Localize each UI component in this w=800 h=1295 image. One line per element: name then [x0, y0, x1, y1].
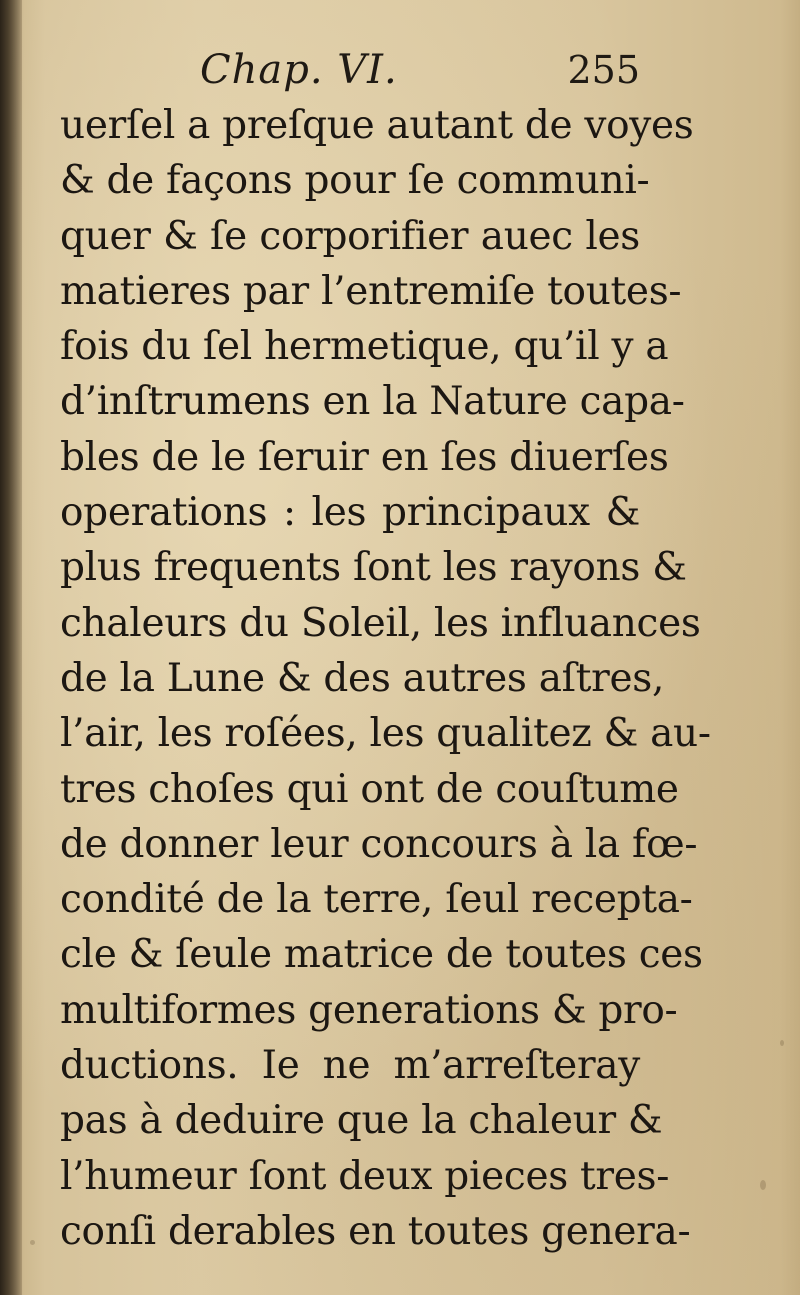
book-spine-shadow [0, 0, 22, 1295]
text-line: fois du ſel hermetique, qu’il y a [60, 324, 669, 370]
text-line: uerſel a preſque autant de voyes [60, 103, 694, 148]
body-text [60, 98, 711, 1259]
text-line: pas à deduire que la chaleur & [60, 1098, 663, 1144]
paper-speck [30, 1240, 35, 1245]
text-line: tres choſes qui ont de couſtume [60, 766, 679, 812]
text-line: operations : les principaux & [60, 490, 640, 536]
running-head: Chap. VI. [200, 47, 398, 93]
text-line: condité de la terre, ſeul recepta- [60, 877, 693, 923]
text-line: de donner leur concours à la fœ- [60, 821, 698, 867]
text-line: & de façons pour ſe communi- [60, 158, 650, 204]
text-line: de la Lune & des autres aſtres, [60, 655, 665, 701]
text-line: ductions. Ie ne m’arreſteray [60, 1043, 640, 1089]
text-line: matieres par l’entremiſe toutes- [60, 268, 682, 314]
text-line: l’humeur ſont deux pieces tres- [60, 1153, 670, 1199]
text-line: conſi derables en toutes genera- [60, 1208, 691, 1254]
text-line: chaleurs du Soleil, les influances [60, 600, 701, 646]
text-line: bles de le ſeruir en ſes diuerſes [60, 434, 669, 480]
text-line: d’inſtrumens en la Nature capa- [60, 379, 685, 425]
text-line: multiformes generations & pro- [60, 987, 678, 1033]
paper-speck [780, 1040, 784, 1046]
text-line: cle & ſeule matrice de toutes ces [60, 932, 703, 978]
page-number: 255 [567, 48, 640, 92]
text-line: plus frequents ſont les rayons & [60, 545, 687, 591]
text-line: quer & ſe corporifier auec les [60, 213, 640, 259]
page-header [60, 40, 640, 100]
text-line: l’air, les roſées, les qualitez & au- [60, 711, 711, 757]
paper-speck [760, 1180, 766, 1190]
